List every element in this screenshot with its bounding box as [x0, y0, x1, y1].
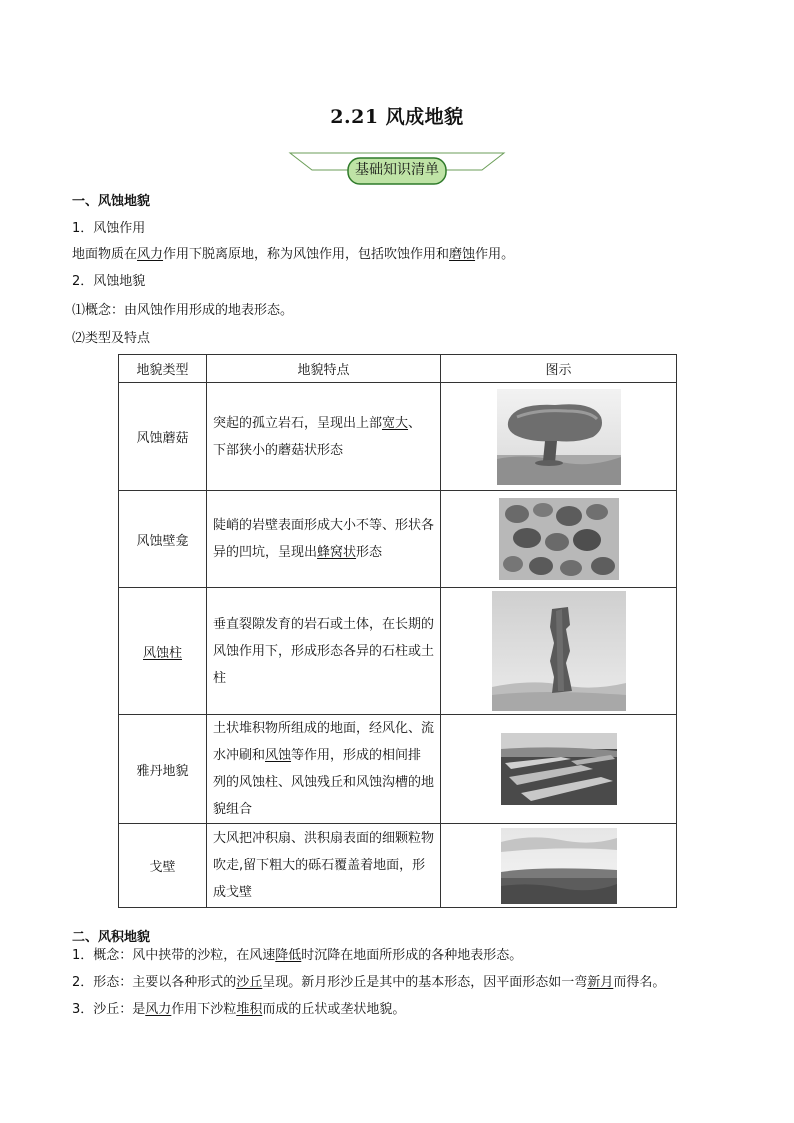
row-type: 风蚀柱 — [119, 588, 207, 715]
table-row — [119, 824, 677, 908]
honeycomb-rock-photo-icon — [499, 498, 619, 580]
row-image-cell — [441, 588, 677, 715]
row-image-cell — [441, 383, 677, 491]
yardang-photo-icon — [501, 733, 617, 805]
row-image-cell — [441, 824, 677, 908]
row-type: 戈壁 — [119, 824, 207, 908]
row-type: 风蚀蘑菇 — [119, 383, 207, 491]
row-desc: 突起的孤立岩石，呈现出上部宽大、下部狭小的蘑菇状形态 — [207, 383, 441, 491]
sand-dune-line: 3．沙丘：是风力作用下沙粒堆积而成的丘状或垄状地貌。 — [72, 1002, 406, 1017]
header-feature: 地貌特点 — [207, 355, 441, 383]
row-desc: 土状堆积物所组成的地面，经风化、流水冲刷和风蚀等作用，形成的相间排列的风蚀柱、风蚀残丘和风蚀沟槽的地貌组合 — [207, 715, 441, 824]
section2-heading: 二、风积地貌 — [72, 930, 151, 945]
aeolian-form-line: 2．形态：主要以各种形式的沙丘呈现。新月形沙丘是其中的基本形态，因平面形态如一弯新月而得名。 — [72, 975, 666, 990]
row-desc: 垂直裂隙发育的岩石或土体，在长期的风蚀作用下，形成形态各异的石柱或土柱 — [207, 588, 441, 715]
table-row — [119, 715, 677, 824]
landform-table — [118, 354, 677, 908]
rock-pillar-photo-icon — [492, 591, 626, 711]
header-type: 地貌类型 — [119, 355, 207, 383]
subheading-wind-erosion-landform: 2．风蚀地貌 — [72, 274, 146, 289]
table-header-row — [119, 355, 677, 383]
table-row — [119, 588, 677, 715]
gobi-photo-icon — [501, 828, 617, 904]
row-type: 风蚀壁龛 — [119, 491, 207, 588]
row-image-cell — [441, 715, 677, 824]
page-title: 2.21 风成地貌 — [330, 106, 464, 128]
table-row — [119, 383, 677, 491]
aeolian-concept-line: 1．概念：风中挟带的沙粒，在风速降低时沉降在地面所形成的各种地表形态。 — [72, 948, 523, 963]
banner-label: 基础知识清单 — [355, 162, 439, 178]
mushroom-rock-photo-icon — [497, 389, 621, 485]
row-image-cell — [441, 491, 677, 588]
row-type: 雅丹地貌 — [119, 715, 207, 824]
row-desc: 陡峭的岩壁表面形成大小不等、形状各异的凹坑，呈现出蜂窝状形态 — [207, 491, 441, 588]
header-image: 图示 — [441, 355, 677, 383]
wind-erosion-paragraph: 地面物质在风力作用下脱离原地，称为风蚀作用，包括吹蚀作用和磨蚀作用。 — [72, 247, 515, 262]
subheading-wind-erosion: 1．风蚀作用 — [72, 221, 146, 236]
concept-line: ⑴概念：由风蚀作用形成的地表形态。 — [72, 303, 294, 318]
table-row — [119, 491, 677, 588]
section1-heading: 一、风蚀地貌 — [72, 194, 151, 209]
section-banner — [288, 150, 506, 190]
types-label: ⑵类型及特点 — [72, 331, 151, 346]
row-desc: 大风把冲积扇、洪积扇表面的细颗粒物吹走,留下粗大的砾石覆盖着地面，形成戈壁 — [207, 824, 441, 908]
